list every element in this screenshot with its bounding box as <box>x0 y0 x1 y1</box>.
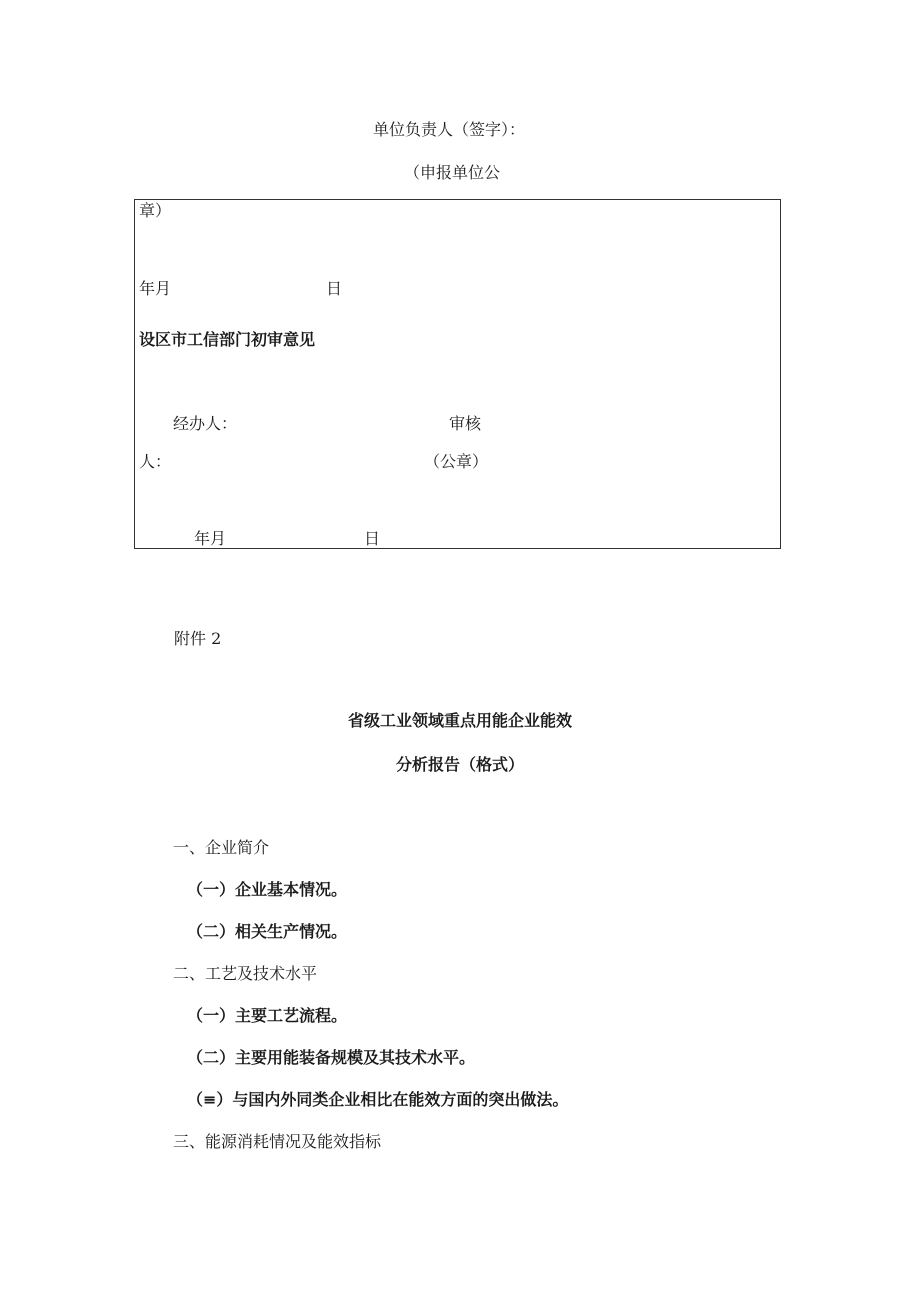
opinion-title: 设区市工信部门初审意见 <box>139 330 316 349</box>
reviewer-label-end: 人： <box>139 452 172 471</box>
section-2-item-2: （二）主要用能装备规模及其技术水平。 <box>187 1048 476 1067</box>
date-year-month: 年月 <box>139 279 172 298</box>
official-seal-label: （公章） <box>424 452 489 471</box>
seal-line-end: 章） <box>139 201 172 220</box>
report-title-line1: 省级工业领域重点用能企业能效 <box>347 711 572 730</box>
report-title-line2: 分析报告（格式） <box>395 755 524 774</box>
section-1-heading: 一、企业简介 <box>173 838 270 857</box>
review-box <box>134 199 781 549</box>
date-day: 日 <box>326 279 343 298</box>
seal-line-start: （申报单位公 <box>404 163 501 182</box>
handler-label: 经办人： <box>173 414 238 433</box>
section-2-item-3: （≡）与国内外同类企业相比在能效方面的突出做法。 <box>187 1090 569 1109</box>
attachment-label: 附件 2 <box>174 629 222 648</box>
section-3-heading: 三、能源消耗情况及能效指标 <box>173 1132 382 1151</box>
section-2-item-1: （一）主要工艺流程。 <box>187 1006 348 1025</box>
reviewer-label-start: 审核 <box>449 414 482 433</box>
section-1-item-2: （二）相关生产情况。 <box>187 922 348 941</box>
signature-line: 单位负责人（签字）： <box>373 120 526 139</box>
date2-day: 日 <box>364 529 381 548</box>
section-1-item-1: （一）企业基本情况。 <box>187 880 348 899</box>
date2-year-month: 年月 <box>194 529 227 548</box>
section-2-heading: 二、工艺及技术水平 <box>173 964 318 983</box>
